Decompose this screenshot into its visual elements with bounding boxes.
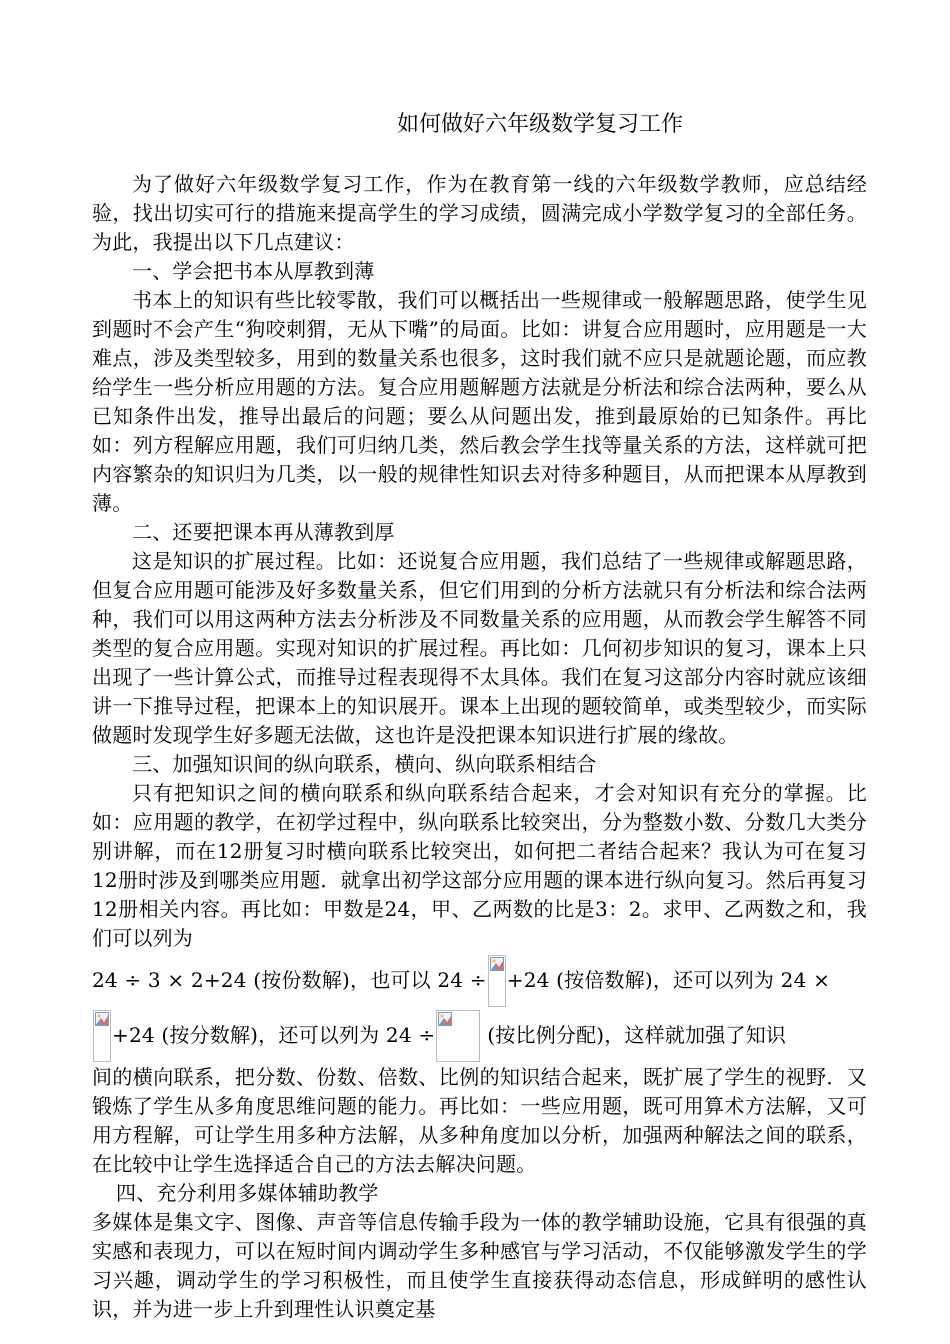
- document-body: [92, 170, 867, 1324]
- document-title: 如何做好六年级数学复习工作: [396, 112, 683, 137]
- section-heading-2: 二、还要把课本再从薄教到厚: [132, 520, 395, 544]
- section-paragraph-4: 多媒体是集文字、图像、声音等信息传输手段为一体的教学辅助设施，它具有很强的真实感和表现力，可以在短时间内调动学生多种感官与学习活动，不仅能够激发学生的学习兴趣，调动学生的学习积极性，而且使学生直接获得动态信息，形成鲜明的感性认识，并为进一步上升到理性认识奠定基: [92, 1210, 867, 1321]
- section-paragraph-2: 这是知识的扩展过程。比如：还说复合应用题，我们总结了一些规律或解题思路，但复合应用题可能涉及好多数量关系，但它们用到的分析方法就只有分析法和综合法两种，我们可以用这两种方法去分析涉及不同数量关系的应用题，从而教会学生解答不同类型的复合应用题。实现对知识的扩展过程。再比如：几何初步知识的复习，课本上只出现了一些计算公式，而推导过程表现得不太具体。我们在复习这部分内容时就应该细讲一下推导过程，把课本上的知识展开。课本上出现的题较简单，或类型较少，而实际做题时发现学生好多题无法做，这也许是没把课本知识进行扩展的缘故。: [92, 549, 867, 747]
- broken-image-icon: [488, 955, 506, 1007]
- image-placeholder-glyph: [95, 1012, 109, 1026]
- formula-text-1a: 24 ÷ 3 × 2+24 (按份数解)，也可以 24 ÷: [92, 968, 487, 992]
- broken-image-icon: [93, 1010, 111, 1062]
- section-paragraph-3: 只有把知识之间的横向联系和纵向联系结合起来，才会对知识有充分的掌握。比如：应用题的教学，在初学过程中，纵向联系比较突出，分为整数小数、分数几大类分别讲解，而在12册复习时横向联系比较突出，如何把二者结合起来？我认为可在复习12册时涉及到哪类应用题．就拿出初学这部分应用题的课本进行纵向复习。然后再复习12册相关内容。再比如：甲数是24，甲、乙两数的比是3：2。求甲、乙两数之和，我们可以列为: [92, 781, 867, 950]
- section-paragraph-1: 书本上的知识有些比较零散，我们可以概括出一些规律或一般解题思路，使学生见到题时不会产生“狗咬刺猬，无从下嘴”的局面。比如：讲复合应用题时，应用题是一大难点，涉及类型较多，用到的数量关系也很多，这时我们就不应只是就题论题，而应教给学生一些分析应用题的方法。复合应用题解题方法就是分析法和综合法两种，要么从已知条件出发，推导出最后的问题；要么从问题出发，推到最原始的已知条件。再比如：列方程解应用题，我们可归纳几类，然后教会学生找等量关系的方法，这样就可把内容繁杂的知识归为几类，以一般的规律性知识去对待多种题目，从而把课本从厚教到薄。: [92, 288, 867, 515]
- section-heading-3: 三、加强知识间的纵向联系，横向、纵向联系相结合: [132, 752, 597, 776]
- formula-text-2a: +24 (按分数解)，还可以列为 24 ÷: [112, 1023, 436, 1047]
- image-placeholder-glyph: [438, 1012, 452, 1026]
- section-heading-4: 四、充分利用多媒体辅助教学: [116, 1181, 379, 1205]
- intro-paragraph: 为了做好六年级数学复习工作，作为在教育第一线的六年级数学教师，应总结经验，找出切实可行的措施来提高学生的学习成绩，圆满完成小学数学复习的全部任务。为此，我提出以下几点建议：: [92, 172, 867, 254]
- formula-line-1: [92, 953, 867, 1008]
- formula-text-1b: +24 (按倍数解)，还可以列为 24 ×: [506, 968, 831, 992]
- broken-image-icon: [436, 1010, 480, 1062]
- formula-text-2b: (按比例分配)，这样就加强了知识: [487, 1023, 787, 1047]
- section-paragraph-3-continued: 间的横向联系，把分数、份数、倍数、比例的知识结合起来，既扩展了学生的视野．又锻炼了学生从多角度思维问题的能力。再比如：一些应用题，既可用算术方法解，又可用方程解，可让学生用多种方法解，从多种角度加以分析，加强两种解法之间的联系，在比较中让学生选择适合自己的方法去解决问题。: [92, 1065, 867, 1176]
- formula-line-2: [92, 1008, 867, 1063]
- image-placeholder-glyph: [490, 957, 504, 971]
- section-heading-1: 一、学会把书本从厚教到薄: [132, 259, 375, 283]
